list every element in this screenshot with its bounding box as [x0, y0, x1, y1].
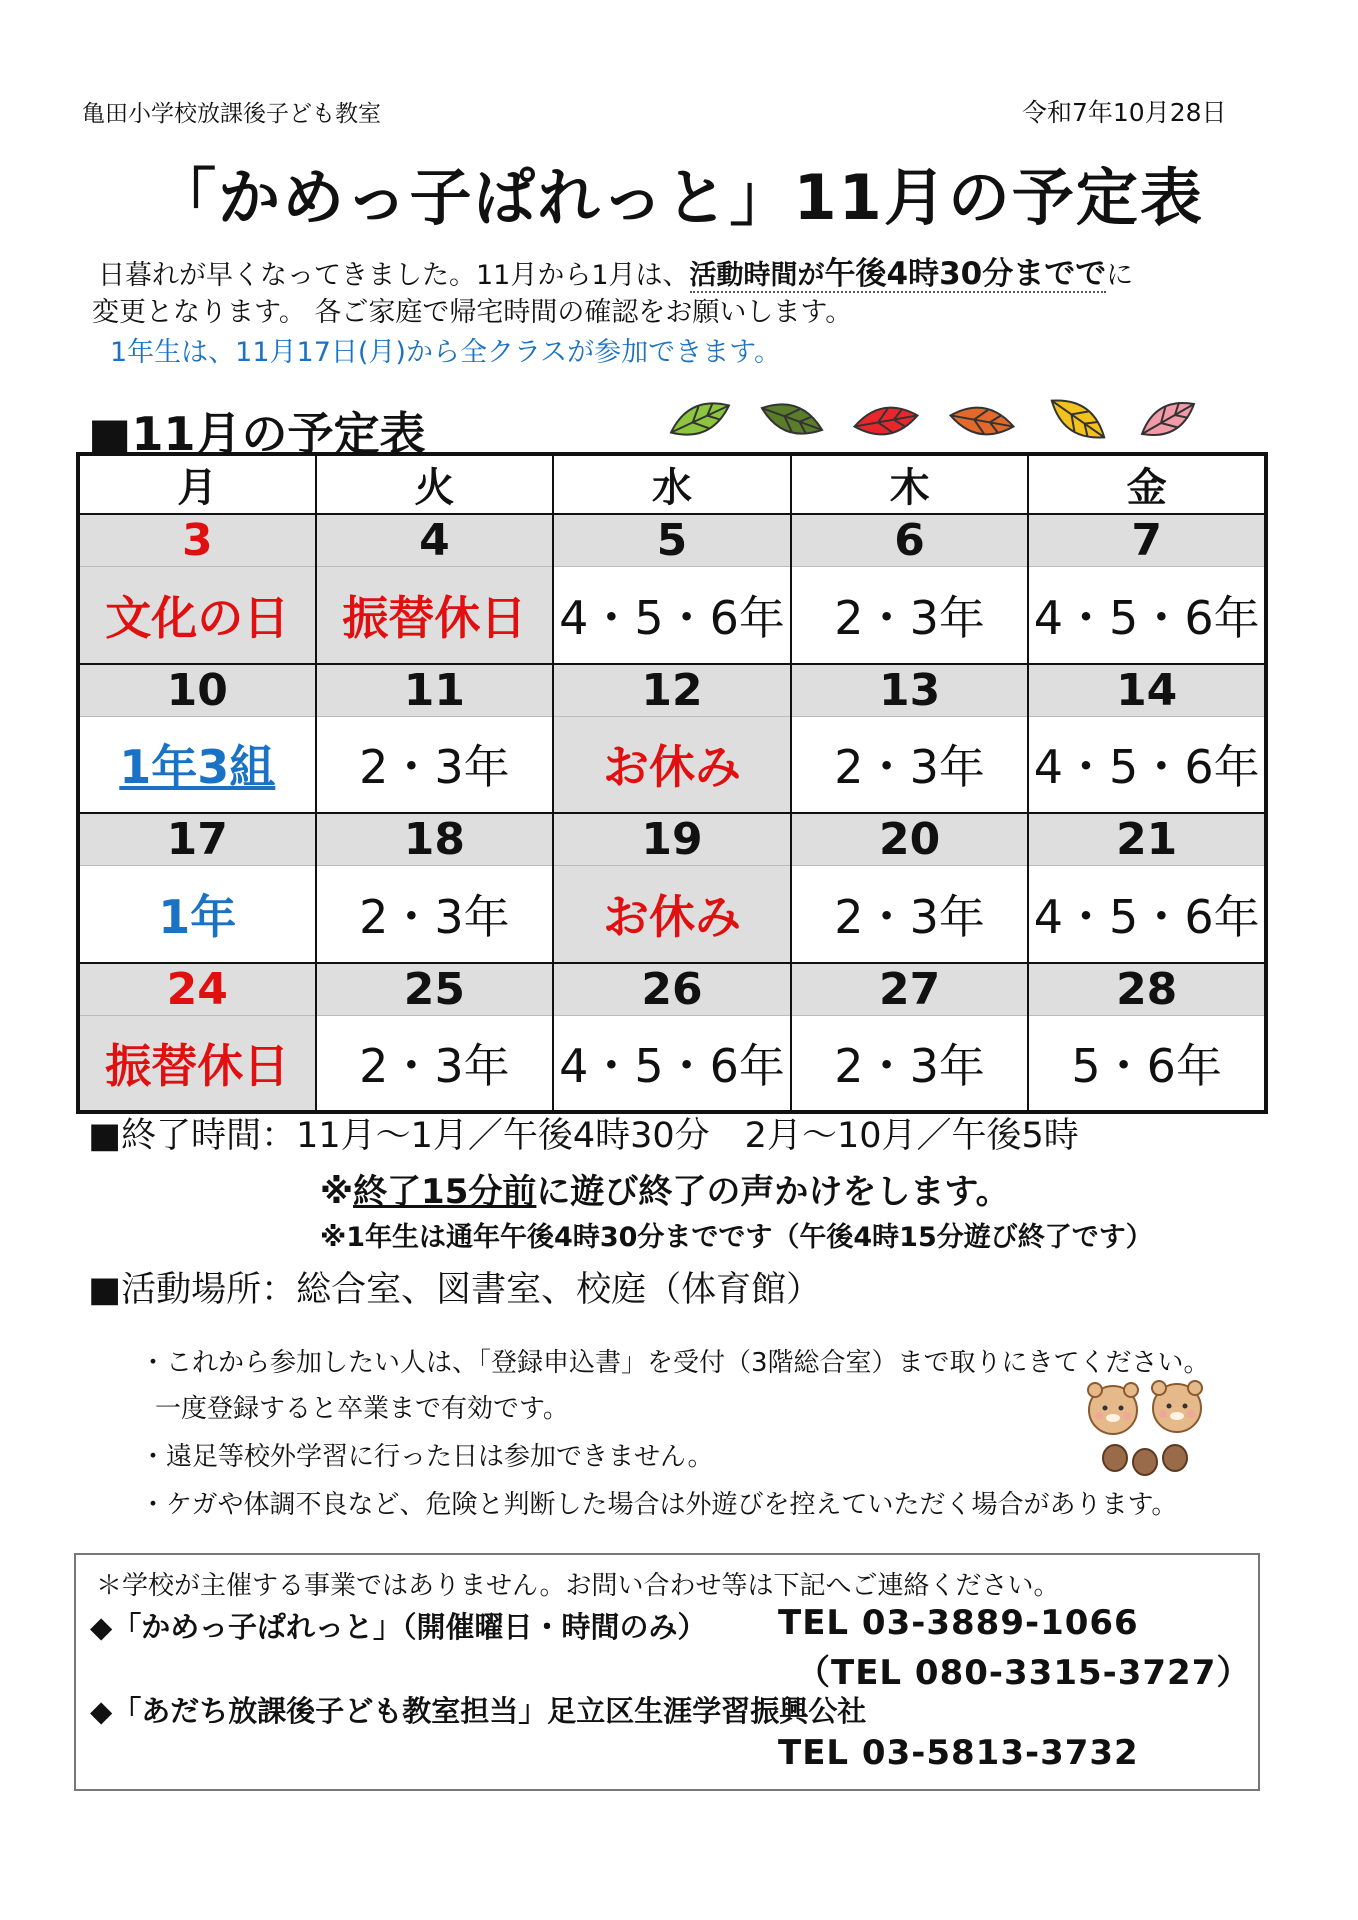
organization-name: 亀田小学校放課後子ども教室 [82, 101, 381, 127]
event-row [78, 567, 1266, 664]
event-cell: 1年 [78, 866, 316, 963]
event-cell: 1年3組 [78, 716, 316, 813]
intro-line-3: 1年生は、11月17日(月)から全クラスが参加できます。 [110, 337, 781, 368]
event-cell: 振替休日 [78, 1015, 316, 1112]
event-cell: 2・3年 [316, 866, 554, 963]
november-calendar [76, 452, 1268, 1114]
intro-text-end: に [1106, 260, 1134, 291]
bullet-registration: ・これから参加したい人は、「登録申込書」を受付（3階総合室）まで取りにきてください。 [140, 1348, 1210, 1378]
bullet-field-trip: ・遠足等校外学習に行った日は参加できません。 [140, 1442, 714, 1472]
contact-adachi: ◆「あだち放課後子ども教室担当」足立区生涯学習振興公社 [90, 1694, 867, 1728]
event-cell: 4・5・6年 [553, 1015, 791, 1112]
weekday-mon: 月 [78, 454, 316, 514]
date-cell: 21 [1028, 813, 1266, 866]
date-cell: 18 [316, 813, 554, 866]
date-cell: 19 [553, 813, 791, 866]
event-cell: 2・3年 [791, 866, 1029, 963]
date-cell: 17 [78, 813, 316, 866]
weekday-header-row [78, 454, 1266, 514]
weekday-tue: 火 [316, 454, 554, 514]
date-cell: 6 [791, 514, 1029, 567]
event-cell: 2・3年 [791, 567, 1029, 664]
event-cell: 文化の日 [78, 567, 316, 664]
bullet-safety: ・ケガや体調不良など、危険と判断した場合は外遊びを控えていただく場合があります。 [140, 1490, 1178, 1520]
date-cell: 27 [791, 963, 1029, 1016]
date-cell: 3 [78, 514, 316, 567]
date-cell: 12 [553, 664, 791, 717]
end-time-note-2: ※1年生は通年午後4時30分までです（午後4時15分遊び終了です） [320, 1222, 1153, 1253]
activity-place: ■活動場所：総合室、図書室、校庭（体育館） [88, 1270, 822, 1310]
event-cell: 4・5・6年 [553, 567, 791, 664]
event-row [78, 716, 1266, 813]
event-cell: 2・3年 [791, 1015, 1029, 1112]
event-cell: 4・5・6年 [1028, 716, 1266, 813]
date-cell: 11 [316, 664, 554, 717]
event-cell: 5・6年 [1028, 1015, 1266, 1112]
leaf-icon [948, 403, 1016, 440]
bullet-registration-cont: 一度登録すると卒業まで有効です。 [155, 1394, 569, 1424]
event-row [78, 866, 1266, 963]
schedule-heading: ■11月の予定表 [88, 407, 426, 461]
date-cell: 7 [1028, 514, 1266, 567]
date-cell: 10 [78, 664, 316, 717]
pinecone-icons [1103, 1445, 1187, 1475]
event-cell: 4・5・6年 [1028, 866, 1266, 963]
weekday-fri: 金 [1028, 454, 1266, 514]
contact-box [74, 1553, 1260, 1791]
leaf-icon [666, 394, 735, 445]
date-cell: 26 [553, 963, 791, 1016]
squirrel-icon [1152, 1381, 1202, 1432]
event-cell: 2・3年 [791, 716, 1029, 813]
leaf-icon [757, 396, 826, 442]
weekday-wed: 水 [553, 454, 791, 514]
date-row [78, 963, 1266, 1016]
leaf-icons [660, 385, 1200, 451]
date-row [78, 514, 1266, 567]
date-row [78, 813, 1266, 866]
date-cell: 25 [316, 963, 554, 1016]
date-row [78, 664, 1266, 717]
event-row [78, 1015, 1266, 1112]
intro-line-2: 変更となります。 各ご家庭で帰宅時間の確認をお願いします。 [92, 297, 853, 328]
issue-date: 令和7年10月28日 [1022, 98, 1227, 127]
date-cell: 13 [791, 664, 1029, 717]
event-cell: 4・5・6年 [1028, 567, 1266, 664]
note-suffix: に遊び終了の声かけをします。 [536, 1172, 1010, 1212]
contact-tel-3: TEL 03-5813-3732 [778, 1733, 1139, 1773]
contact-note: ＊学校が主催する事業ではありません。お問い合わせ等は下記へご連絡ください。 [96, 1571, 1060, 1601]
note-underlined: 終了15分前 [353, 1172, 537, 1212]
intro-highlight [689, 256, 1107, 293]
weekday-thu: 木 [791, 454, 1029, 514]
contact-palette: ◆「かめっ子ぱれっと」（開催曜日・時間のみ） [90, 1610, 707, 1644]
date-cell: 4 [316, 514, 554, 567]
event-cell: 振替休日 [316, 567, 554, 664]
date-cell: 28 [1028, 963, 1266, 1016]
event-cell: お休み [553, 716, 791, 813]
page-title: 「かめっ子ぱれっと」11月の予定表 [154, 161, 1204, 234]
end-time-line: ■終了時間：11月～1月／午後4時30分 2月～10月／午後5時 [88, 1116, 1079, 1156]
date-cell: 20 [791, 813, 1029, 866]
date-cell: 14 [1028, 664, 1266, 717]
leaf-icon [852, 403, 920, 440]
intro-text: 日暮れが早くなってきました。11月から1月は、 [98, 260, 690, 291]
squirrel-icon [1088, 1383, 1138, 1434]
leaf-icon [1044, 390, 1111, 448]
date-cell: 5 [553, 514, 791, 567]
contact-tel-2: （TEL 080-3315-3727） [796, 1653, 1252, 1693]
note-prefix: ※ [320, 1172, 354, 1212]
intro-highlight-b: 午後4時30分までで [824, 256, 1107, 292]
date-cell: 24 [78, 963, 316, 1016]
contact-tel-1: TEL 03-3889-1066 [778, 1603, 1139, 1643]
intro-highlight-a: 活動時間が [689, 260, 825, 291]
end-time-note-1 [320, 1164, 1010, 1213]
event-cell: お休み [553, 866, 791, 963]
event-cell: 2・3年 [316, 1015, 554, 1112]
squirrel-illustration [1075, 1378, 1215, 1478]
intro-line-1 [98, 248, 1133, 293]
event-cell: 2・3年 [316, 716, 554, 813]
leaf-icon [1136, 393, 1200, 445]
